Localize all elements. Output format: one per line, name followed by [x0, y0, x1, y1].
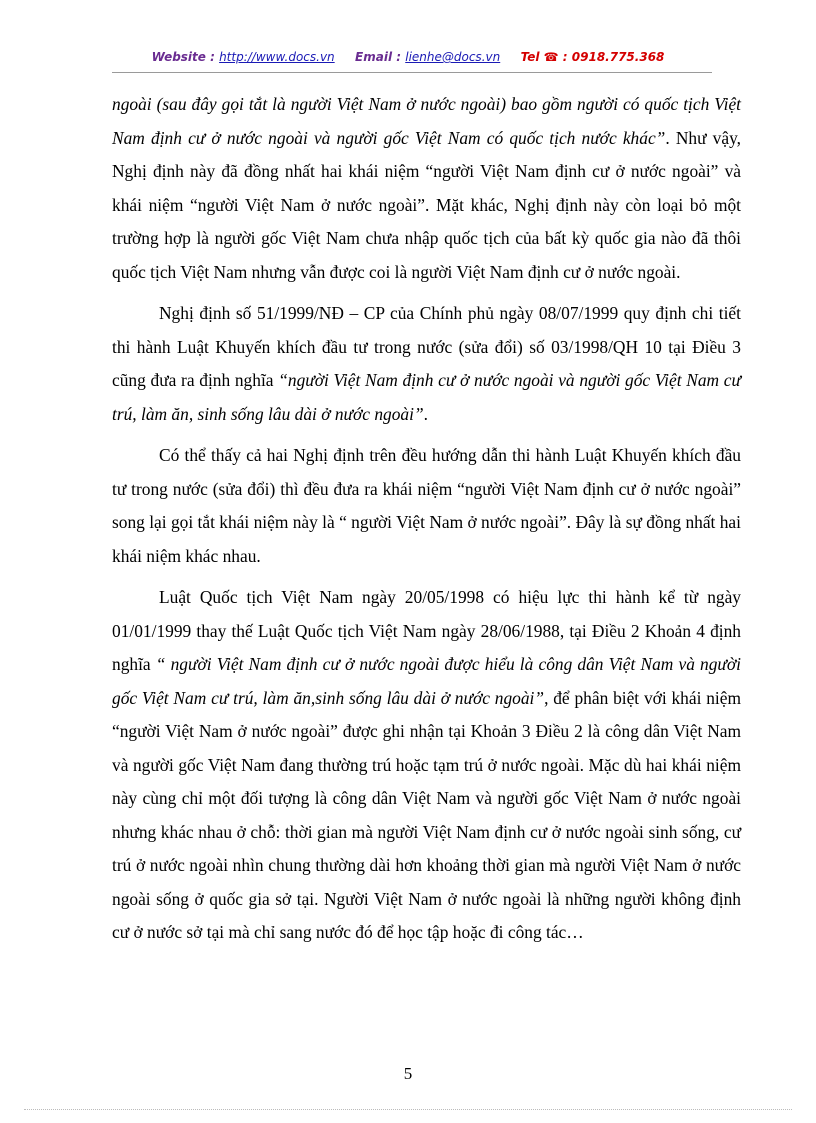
italic-quote: ngoài (sau đây gọi tắt là người Việt Nam ở nước ngoài) bao gồm người có quốc tịch Việt Nam định cư ở nước ngoài và người gốc Việt Nam có quốc tịch nước khác”	[112, 94, 741, 148]
tel-number: : 0918.775.368	[558, 50, 665, 64]
page-bottom-border	[24, 1109, 792, 1110]
italic-quote: “người Việt Nam định cư ở nước ngoài và người gốc Việt Nam cư trú, làm ăn, sinh sống lâu dài ở nước ngoài”	[112, 370, 741, 424]
text-run: , để phân biệt với khái niệm “người Việt Nam ở nước ngoài” được ghi nhận tại Khoản 3 Điều 2 là công dân Việt Nam và người gốc Việt Nam đang thường trú hoặc tạm trú ở nước ngoài. Mặc dù hai khái niệm này cùng chỉ một đối tượng là công dân Việt Nam và người gốc Việt Nam ở nước ngoài nhưng khác nhau ở chỗ: thời gian mà người Việt Nam định cư ở nước ngoài sinh sống, cư trú ở nước ngoài nhìn chung thường dài hơn khoảng thời gian mà người Việt Nam ở nước ngoài sống ở quốc gia sở tại. Người Việt Nam ở nước ngoài là những người không định cư ở nước sở tại mà chỉ sang nước đó để học tập hoặc đi công tác…	[112, 687, 742, 942]
website-label: Website	[151, 50, 206, 64]
body-paragraph	[112, 88, 741, 289]
page-header	[0, 50, 816, 64]
body-paragraph	[112, 297, 741, 431]
tel-label: Tel	[520, 50, 540, 64]
email-separator: :	[392, 50, 406, 64]
website-link[interactable]: http://www.docs.vn	[219, 50, 335, 64]
email-link[interactable]: lienhe@docs.vn	[405, 50, 501, 64]
phone-icon: ☎	[543, 50, 559, 64]
body-paragraph	[112, 439, 741, 573]
header-divider	[112, 72, 712, 73]
document-body	[112, 88, 741, 950]
email-label: Email	[355, 50, 393, 64]
text-run: . Như vậy, Nghị định này đã đồng nhất hai khái niệm “người Việt Nam định cư ở nước ngoài” và khái niệm “người Việt Nam ở nước ngoài”. Mặt khác, Nghị định này còn loại bỏ một trường hợp là người gốc Việt Nam chưa nhập quốc tịch của bất kỳ quốc gia nào đã thôi quốc tịch Việt Nam nhưng vẫn được coi là người Việt Nam định cư ở nước ngoài.	[112, 127, 741, 282]
page-number: 5	[403, 1064, 413, 1083]
italic-quote: “ người Việt Nam định cư ở nước ngoài được hiểu là công dân Việt Nam và người gốc Việt Nam cư trú, làm ăn,sinh sống lâu dài ở nước ngoài”	[112, 654, 742, 708]
text-run: Luật Quốc tịch Việt Nam ngày 20/05/1998 có hiệu lực thi hành kể từ ngày 01/01/1999 thay thế Luật Quốc tịch Việt Nam ngày 28/06/1988, tại Điều 2 Khoản 4 định nghĩa	[112, 587, 741, 674]
website-separator: :	[205, 50, 220, 64]
text-run: Nghị định số 51/1999/NĐ – CP của Chính phủ ngày 08/07/1999 quy định chi tiết thi hành Luật Khuyến khích đầu tư trong nước (sửa đổi) số 03/1998/QH 10 tại Điều 3 cũng đưa ra định nghĩa	[112, 303, 741, 390]
text-run: Có thể thấy cả hai Nghị định trên đều hướng dẫn thi hành Luật Khuyến khích đầu tư trong nước (sửa đổi) thì đều đưa ra khái niệm “người Việt Nam định cư ở nước ngoài” song lại gọi tắt khái niệm này là “ người Việt Nam ở nước ngoài”. Đây là sự đồng nhất hai khái niệm khác nhau.	[112, 445, 741, 566]
text-run: .	[423, 403, 428, 424]
body-paragraph	[112, 581, 741, 950]
